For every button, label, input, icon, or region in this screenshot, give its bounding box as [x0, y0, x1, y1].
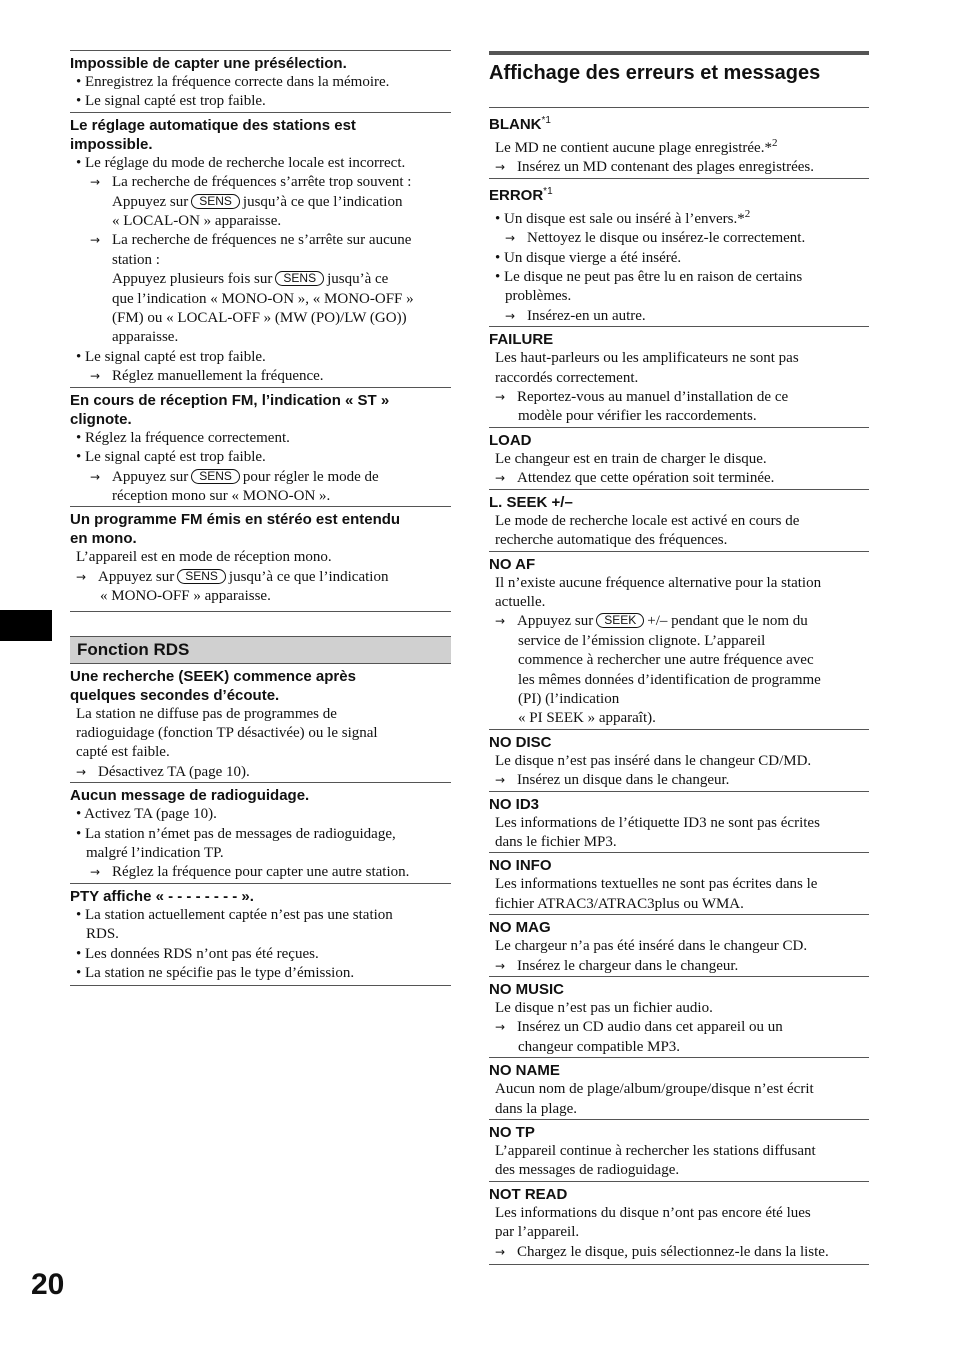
- bullet-item: • Réglez la fréquence correctement.: [76, 429, 290, 446]
- text-line: dans la plage.: [495, 1100, 578, 1117]
- message-block-notread: [489, 1181, 869, 1265]
- text-line: L’appareil est en mode de réception mono.: [76, 549, 332, 566]
- block-heading: Un programme FM émis en stéréo est entendu: [70, 511, 401, 529]
- text-line: des messages de radioguidage.: [495, 1162, 680, 1179]
- block-heading: en mono.: [70, 530, 137, 548]
- remedy-line: les mêmes données d’identification de programme: [518, 671, 821, 688]
- remedy-line: réception mono sur « MONO-ON ».: [112, 487, 331, 504]
- remedy-line: → Attendez que cette opération soit terminée.: [489, 469, 869, 488]
- message-code: FAILURE: [489, 331, 554, 349]
- remedy-line: → Insérez-en un autre.: [489, 307, 869, 326]
- trouble-block-mono: [70, 506, 451, 611]
- bullet-item: • Les données RDS n’ont pas été reçues.: [76, 945, 319, 962]
- text-line: L’appareil continue à rechercher les stations diffusant: [495, 1143, 816, 1160]
- text-line: dans le fichier MP3.: [495, 833, 617, 850]
- block-heading: quelques secondes d’écoute.: [70, 686, 280, 704]
- left-column: [70, 50, 451, 986]
- trouble-block-auto-tuning: [70, 112, 451, 387]
- message-block-noaf: [489, 551, 869, 729]
- message-block-noinfo: [489, 852, 869, 914]
- text-line: fichier ATRAC3/ATRAC3plus ou WMA.: [495, 895, 744, 912]
- text-line: Le MD ne contient aucune plage enregistrée.*$^2$: [495, 137, 778, 156]
- block-heading: Une recherche (SEEK) commence après: [70, 667, 356, 685]
- message-block-notp: [489, 1119, 869, 1181]
- bullet-item: • Le signal capté est trop faible.: [76, 348, 266, 365]
- bullet-item: • La station n’émet pas de messages de radioguidage,: [76, 825, 396, 842]
- text-line: Aucun nom de plage/album/groupe/disque n’est écrit: [495, 1081, 814, 1098]
- arrow-icon: →: [495, 773, 506, 788]
- text-line: Le mode de recherche locale est activé en cours de: [495, 512, 800, 529]
- text-line: Les haut-parleurs ou les amplificateurs ne sont pas: [495, 350, 799, 367]
- arrow-icon: →: [495, 471, 506, 486]
- block-heading: impossible.: [70, 135, 153, 153]
- message-block-lseek: [489, 489, 869, 551]
- remedy-line: → Insérez un MD contenant des plages enregistrées.: [489, 158, 869, 177]
- message-block-nodisc: [489, 729, 869, 791]
- message-code: NO TP: [489, 1124, 535, 1142]
- arrow-icon: →: [495, 614, 506, 629]
- text-line: Il n’existe aucune fréquence alternative pour la station: [495, 574, 822, 591]
- message-code: NO NAME: [489, 1062, 560, 1080]
- message-code: NO MAG: [489, 919, 551, 937]
- bullet-item: • Enregistrez la fréquence correcte dans la mémoire.: [76, 74, 390, 90]
- text-line: actuelle.: [495, 593, 546, 610]
- bullet-item: malgré l’indication TP.: [86, 844, 224, 861]
- message-code: NO MUSIC: [489, 981, 564, 998]
- arrow-icon: →: [495, 160, 506, 175]
- arrow-icon: →: [495, 1244, 506, 1259]
- text-line: recherche automatique des fréquences.: [495, 532, 728, 549]
- bullet-item: • Un disque est sale ou inséré à l’envers.*$^2$: [495, 207, 751, 227]
- message-code: NOT READ: [489, 1185, 568, 1203]
- remedy-line: « MONO-OFF » apparaisse.: [100, 588, 271, 605]
- sens-button-icon: SENS: [191, 194, 240, 209]
- bullet-item: RDS.: [86, 926, 119, 943]
- text-line: Les informations de l’étiquette ID3 ne sont pas écrites: [495, 814, 820, 831]
- text-line: radioguidage (fonction TP désactivée) ou le signal: [76, 724, 378, 741]
- arrow-icon: →: [76, 569, 87, 584]
- remedy-line: → Insérez le chargeur dans le changeur.: [489, 957, 869, 976]
- message-code: NO INFO: [489, 857, 552, 875]
- bullet-item: • Le disque ne peut pas être lu en raison de certains: [495, 269, 803, 286]
- remedy-line: Appuyez sur SENS jusqu’à ce que l’indication: [112, 193, 403, 210]
- sens-button-icon: SENS: [177, 569, 226, 584]
- block-heading: Aucun message de radioguidage.: [70, 787, 310, 805]
- block-heading: Le réglage automatique des stations est: [70, 116, 356, 134]
- remedy-line: (FM) ou « LOCAL-OFF » (MW (PO)/LW (GO)): [112, 310, 407, 327]
- remedy-line: station :: [112, 251, 160, 268]
- remedy-line: → Chargez le disque, puis sélectionnez-le dans la liste.: [489, 1243, 869, 1262]
- message-block-nomusic: [489, 976, 869, 1057]
- text-line: Les informations textuelles ne sont pas écrites dans le: [495, 876, 818, 893]
- arrow-icon: →: [90, 469, 101, 484]
- trouble-block-preset: [70, 50, 451, 112]
- message-block-noname: [489, 1057, 869, 1119]
- remedy-line: Appuyez plusieurs fois sur SENS jusqu’à ce: [112, 271, 389, 288]
- trouble-block-no-traffic: [70, 782, 451, 883]
- sens-button-icon: SENS: [275, 271, 324, 286]
- text-line: Le chargeur n’a pas été inséré dans le changeur CD.: [495, 938, 808, 955]
- arrow-icon: →: [90, 175, 101, 190]
- message-block-blank: [489, 107, 869, 178]
- arrow-icon: →: [495, 390, 506, 405]
- remedy-line: « LOCAL-ON » apparaisse.: [112, 213, 282, 230]
- trouble-block-seek: [70, 664, 451, 783]
- message-block-load: [489, 427, 869, 489]
- remedy-line: commence à rechercher une autre fréquence avec: [518, 652, 814, 669]
- arrow-icon: →: [90, 369, 101, 384]
- message-code: NO DISC: [489, 733, 552, 751]
- remedy-line: → Réglez manuellement la fréquence.: [70, 367, 451, 386]
- remedy-line: → Appuyez sur SENS pour régler le mode de: [70, 468, 451, 487]
- section-header-rds: Fonction RDS: [70, 636, 451, 664]
- message-code: NO ID3: [489, 795, 540, 813]
- remedy-line: modèle pour vérifier les raccordements.: [518, 408, 757, 425]
- trouble-block-pty: [70, 883, 451, 987]
- remedy-line: → Appuyez sur SEEK +/– pendant que le nom du: [489, 612, 869, 631]
- arrow-icon: →: [76, 764, 87, 779]
- message-code: LOAD: [489, 431, 532, 449]
- remedy-line: → Désactivez TA (page 10).: [70, 763, 451, 782]
- sens-button-icon: SENS: [191, 469, 240, 484]
- bullet-item: • Un disque vierge a été inséré.: [495, 249, 682, 266]
- remedy-line: que l’indication « MONO-ON », « MONO-OFF »: [112, 290, 414, 307]
- remedy-line: changeur compatible MP3.: [518, 1038, 681, 1055]
- bullet-item: • Le signal capté est trop faible.: [76, 93, 266, 110]
- message-code: NO AF: [489, 555, 536, 573]
- block-heading: Impossible de capter une présélection.: [70, 55, 347, 72]
- remedy-line: → Appuyez sur SENS jusqu’à ce que l’indication: [70, 568, 451, 587]
- text-line: capté est faible.: [76, 744, 170, 761]
- remedy-line: apparaisse.: [112, 329, 179, 346]
- right-column: [489, 51, 869, 1265]
- text-line: Le disque n’est pas inséré dans le changeur CD/MD.: [495, 752, 812, 769]
- block-heading: PTY affiche « - - - - - - - - ».: [70, 887, 254, 905]
- block-heading: clignote.: [70, 410, 132, 428]
- arrow-icon: →: [495, 1020, 506, 1035]
- bullet-item: • Le réglage du mode de recherche locale est incorrect.: [76, 154, 406, 171]
- remedy-line: → Insérez un disque dans le changeur.: [489, 771, 869, 790]
- trouble-block-st-blink: [70, 387, 451, 507]
- text-line: Les informations du disque n’ont pas encore été lues: [495, 1204, 811, 1221]
- text-line: raccordés correctement.: [495, 369, 639, 386]
- section-title: Affichage des erreurs et messages: [489, 62, 821, 84]
- message-code: ERROR$^{*1}$: [489, 185, 553, 204]
- remedy-line: → Nettoyez le disque ou insérez-le correctement.: [489, 229, 869, 248]
- message-block-failure: [489, 326, 869, 427]
- arrow-icon: →: [505, 308, 516, 323]
- page-number: 20: [31, 1268, 65, 1301]
- remedy-line: → Réglez la fréquence pour capter une autre station.: [70, 863, 451, 882]
- remedy-line: (PI) (l’indication: [518, 690, 620, 707]
- remedy-line: service de l’émission clignote. L’appareil: [518, 632, 766, 649]
- remedy-line: → La recherche de fréquences s’arrête trop souvent :: [70, 173, 451, 192]
- text-line: Le disque n’est pas un fichier audio.: [495, 1000, 713, 1016]
- arrow-icon: →: [495, 958, 506, 973]
- message-block-noid3: [489, 791, 869, 853]
- message-code: L. SEEK +/–: [489, 493, 573, 511]
- text-line: La station ne diffuse pas de programmes de: [76, 705, 337, 722]
- remedy-line: → La recherche de fréquences ne s’arrête sur aucune: [70, 231, 451, 250]
- block-heading: En cours de réception FM, l’indication « ST »: [70, 391, 390, 409]
- arrow-icon: →: [505, 231, 516, 246]
- seek-button-icon: SEEK: [596, 613, 644, 628]
- bullet-item: • La station actuellement captée n’est pas une station: [76, 906, 393, 923]
- message-block-nomag: [489, 914, 869, 976]
- text-line: Le changeur est en train de charger le disque.: [495, 450, 767, 467]
- bullet-item: • Le signal capté est trop faible.: [76, 449, 266, 466]
- remedy-line: → Reportez-vous au manuel d’installation de ce: [489, 388, 869, 407]
- remedy-line: → Insérez un CD audio dans cet appareil ou un: [489, 1018, 869, 1037]
- bullet-item: • La station ne spécifie pas le type d’émission.: [76, 965, 355, 981]
- bullet-item: • Activez TA (page 10).: [76, 806, 217, 823]
- text-line: par l’appareil.: [495, 1224, 580, 1241]
- message-block-error: [489, 178, 869, 326]
- remedy-line: « PI SEEK » apparaît).: [518, 710, 656, 727]
- arrow-icon: →: [90, 233, 101, 248]
- bullet-item: problèmes.: [505, 288, 572, 305]
- section-tab-marker: [0, 610, 52, 641]
- arrow-icon: →: [90, 865, 101, 880]
- message-code: BLANK$^{*1}$: [489, 115, 551, 133]
